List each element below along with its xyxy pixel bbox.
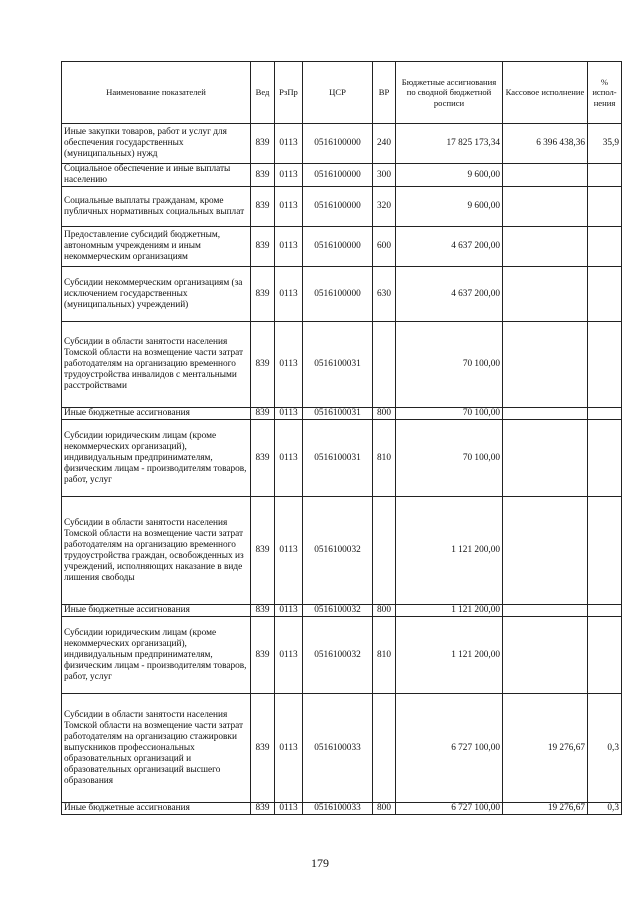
cell-vr: 800 [373,605,396,617]
cell-cash: 19 276,67 [503,694,588,803]
cell-rzpr: 0113 [275,124,303,164]
table-row [62,605,622,617]
cell-csr: 0516100032 [303,497,373,605]
cell-vr: 810 [373,617,396,694]
header-vr: ВР [373,62,396,124]
cell-name: Субсидии юридическим лицам (кроме некоммерческих организаций), индивидуальным предпринимателям, физическим лицам - производителям товаров, работ, услуг [62,617,251,694]
cell-ved: 839 [251,164,275,187]
cell-csr: 0516100033 [303,803,373,815]
header-cash: Кассовое исполнение [503,62,588,124]
table-row [62,187,622,227]
cell-vr: 630 [373,267,396,322]
cell-rzpr: 0113 [275,617,303,694]
table-header-row [62,62,622,124]
cell-cash [503,322,588,408]
table-body [62,124,622,815]
cell-budget: 17 825 173,34 [396,124,503,164]
cell-cash [503,187,588,227]
cell-csr: 0516100031 [303,322,373,408]
cell-vr [373,497,396,605]
cell-cash [503,227,588,267]
cell-vr: 600 [373,227,396,267]
header-budget: Бюджетные ассигнования по сводной бюджетной росписи [396,62,503,124]
table-row [62,803,622,815]
cell-name: Иные бюджетные ассигнования [62,803,251,815]
cell-pct [588,420,622,497]
cell-csr: 0516100000 [303,164,373,187]
cell-cash [503,497,588,605]
cell-budget: 1 121 200,00 [396,497,503,605]
cell-budget: 9 600,00 [396,164,503,187]
cell-budget: 9 600,00 [396,187,503,227]
cell-ved: 839 [251,267,275,322]
table-row [62,408,622,420]
table-row [62,694,622,803]
cell-pct [588,227,622,267]
cell-name: Иные бюджетные ассигнования [62,605,251,617]
cell-rzpr: 0113 [275,497,303,605]
cell-ved: 839 [251,124,275,164]
cell-budget: 70 100,00 [396,420,503,497]
cell-budget: 70 100,00 [396,408,503,420]
header-ved: Вед [251,62,275,124]
table-row [62,322,622,408]
cell-budget: 70 100,00 [396,322,503,408]
cell-vr: 240 [373,124,396,164]
cell-rzpr: 0113 [275,187,303,227]
cell-budget: 4 637 200,00 [396,227,503,267]
cell-budget: 6 727 100,00 [396,803,503,815]
table-row [62,617,622,694]
cell-csr: 0516100000 [303,187,373,227]
table-row [62,164,622,187]
budget-table [61,61,622,815]
cell-cash: 19 276,67 [503,803,588,815]
cell-rzpr: 0113 [275,605,303,617]
header-rzpr: РзПр [275,62,303,124]
cell-cash [503,267,588,322]
header-name: Наименование показателей [62,62,251,124]
cell-cash [503,605,588,617]
cell-csr: 0516100032 [303,617,373,694]
cell-csr: 0516100031 [303,408,373,420]
cell-cash: 6 396 438,36 [503,124,588,164]
cell-pct [588,322,622,408]
table-row [62,497,622,605]
cell-name: Субсидии в области занятости населения Томской области на возмещение части затрат работодателям на организацию временного трудоустройства инвалидов с ментальными расстройствами [62,322,251,408]
cell-pct [588,408,622,420]
cell-pct: 0,3 [588,803,622,815]
cell-vr [373,694,396,803]
cell-pct [588,267,622,322]
cell-rzpr: 0113 [275,420,303,497]
cell-ved: 839 [251,322,275,408]
cell-csr: 0516100000 [303,227,373,267]
cell-pct [588,497,622,605]
cell-rzpr: 0113 [275,164,303,187]
cell-pct [588,617,622,694]
cell-cash [503,420,588,497]
cell-name: Предоставление субсидий бюджетным, автономным учреждениям и иным некоммерческим организациям [62,227,251,267]
cell-budget: 4 637 200,00 [396,267,503,322]
cell-pct [588,187,622,227]
cell-ved: 839 [251,420,275,497]
cell-vr: 810 [373,420,396,497]
cell-name: Иные бюджетные ассигнования [62,408,251,420]
cell-ved: 839 [251,617,275,694]
cell-name: Субсидии некоммерческим организациям (за исключением государственных (муниципальных) учреждений) [62,267,251,322]
table-row [62,227,622,267]
header-csr: ЦСР [303,62,373,124]
cell-rzpr: 0113 [275,267,303,322]
cell-csr: 0516100031 [303,420,373,497]
cell-csr: 0516100000 [303,267,373,322]
cell-ved: 839 [251,227,275,267]
cell-ved: 839 [251,803,275,815]
cell-name: Субсидии в области занятости населения Томской области на возмещение части затрат работодателям на организацию стажировки выпускников профессиональных образовательных организаций и образовательных организаций высшего образования [62,694,251,803]
cell-ved: 839 [251,497,275,605]
header-pct: % испол-нения [588,62,622,124]
cell-name: Субсидии в области занятости населения Томской области на возмещение части затрат работодателям на организацию временного трудоустройства граждан, освобожденных из учреждений, исполняющих наказание в виде лишения свободы [62,497,251,605]
cell-csr: 0516100000 [303,124,373,164]
cell-csr: 0516100033 [303,694,373,803]
cell-rzpr: 0113 [275,803,303,815]
cell-pct [588,605,622,617]
cell-vr: 320 [373,187,396,227]
cell-pct: 0,3 [588,694,622,803]
cell-cash [503,408,588,420]
page-number: 179 [311,856,329,870]
cell-budget: 6 727 100,00 [396,694,503,803]
cell-cash [503,164,588,187]
cell-rzpr: 0113 [275,408,303,420]
cell-ved: 839 [251,694,275,803]
cell-ved: 839 [251,605,275,617]
cell-budget: 1 121 200,00 [396,617,503,694]
cell-ved: 839 [251,187,275,227]
cell-vr: 300 [373,164,396,187]
cell-csr: 0516100032 [303,605,373,617]
table-row [62,267,622,322]
cell-name: Иные закупки товаров, работ и услуг для обеспечения государственных (муниципальных) нужд [62,124,251,164]
table-row [62,420,622,497]
cell-rzpr: 0113 [275,694,303,803]
cell-rzpr: 0113 [275,322,303,408]
cell-pct [588,164,622,187]
cell-rzpr: 0113 [275,227,303,267]
cell-vr [373,322,396,408]
cell-ved: 839 [251,408,275,420]
table-row [62,124,622,164]
cell-vr: 800 [373,803,396,815]
cell-name: Социальное обеспечение и иные выплаты населению [62,164,251,187]
cell-budget: 1 121 200,00 [396,605,503,617]
cell-pct: 35,9 [588,124,622,164]
cell-name: Социальные выплаты гражданам, кроме публичных нормативных социальных выплат [62,187,251,227]
cell-name: Субсидии юридическим лицам (кроме некоммерческих организаций), индивидуальным предпринимателям, физическим лицам - производителям товаров, работ, услуг [62,420,251,497]
cell-cash [503,617,588,694]
cell-vr: 800 [373,408,396,420]
